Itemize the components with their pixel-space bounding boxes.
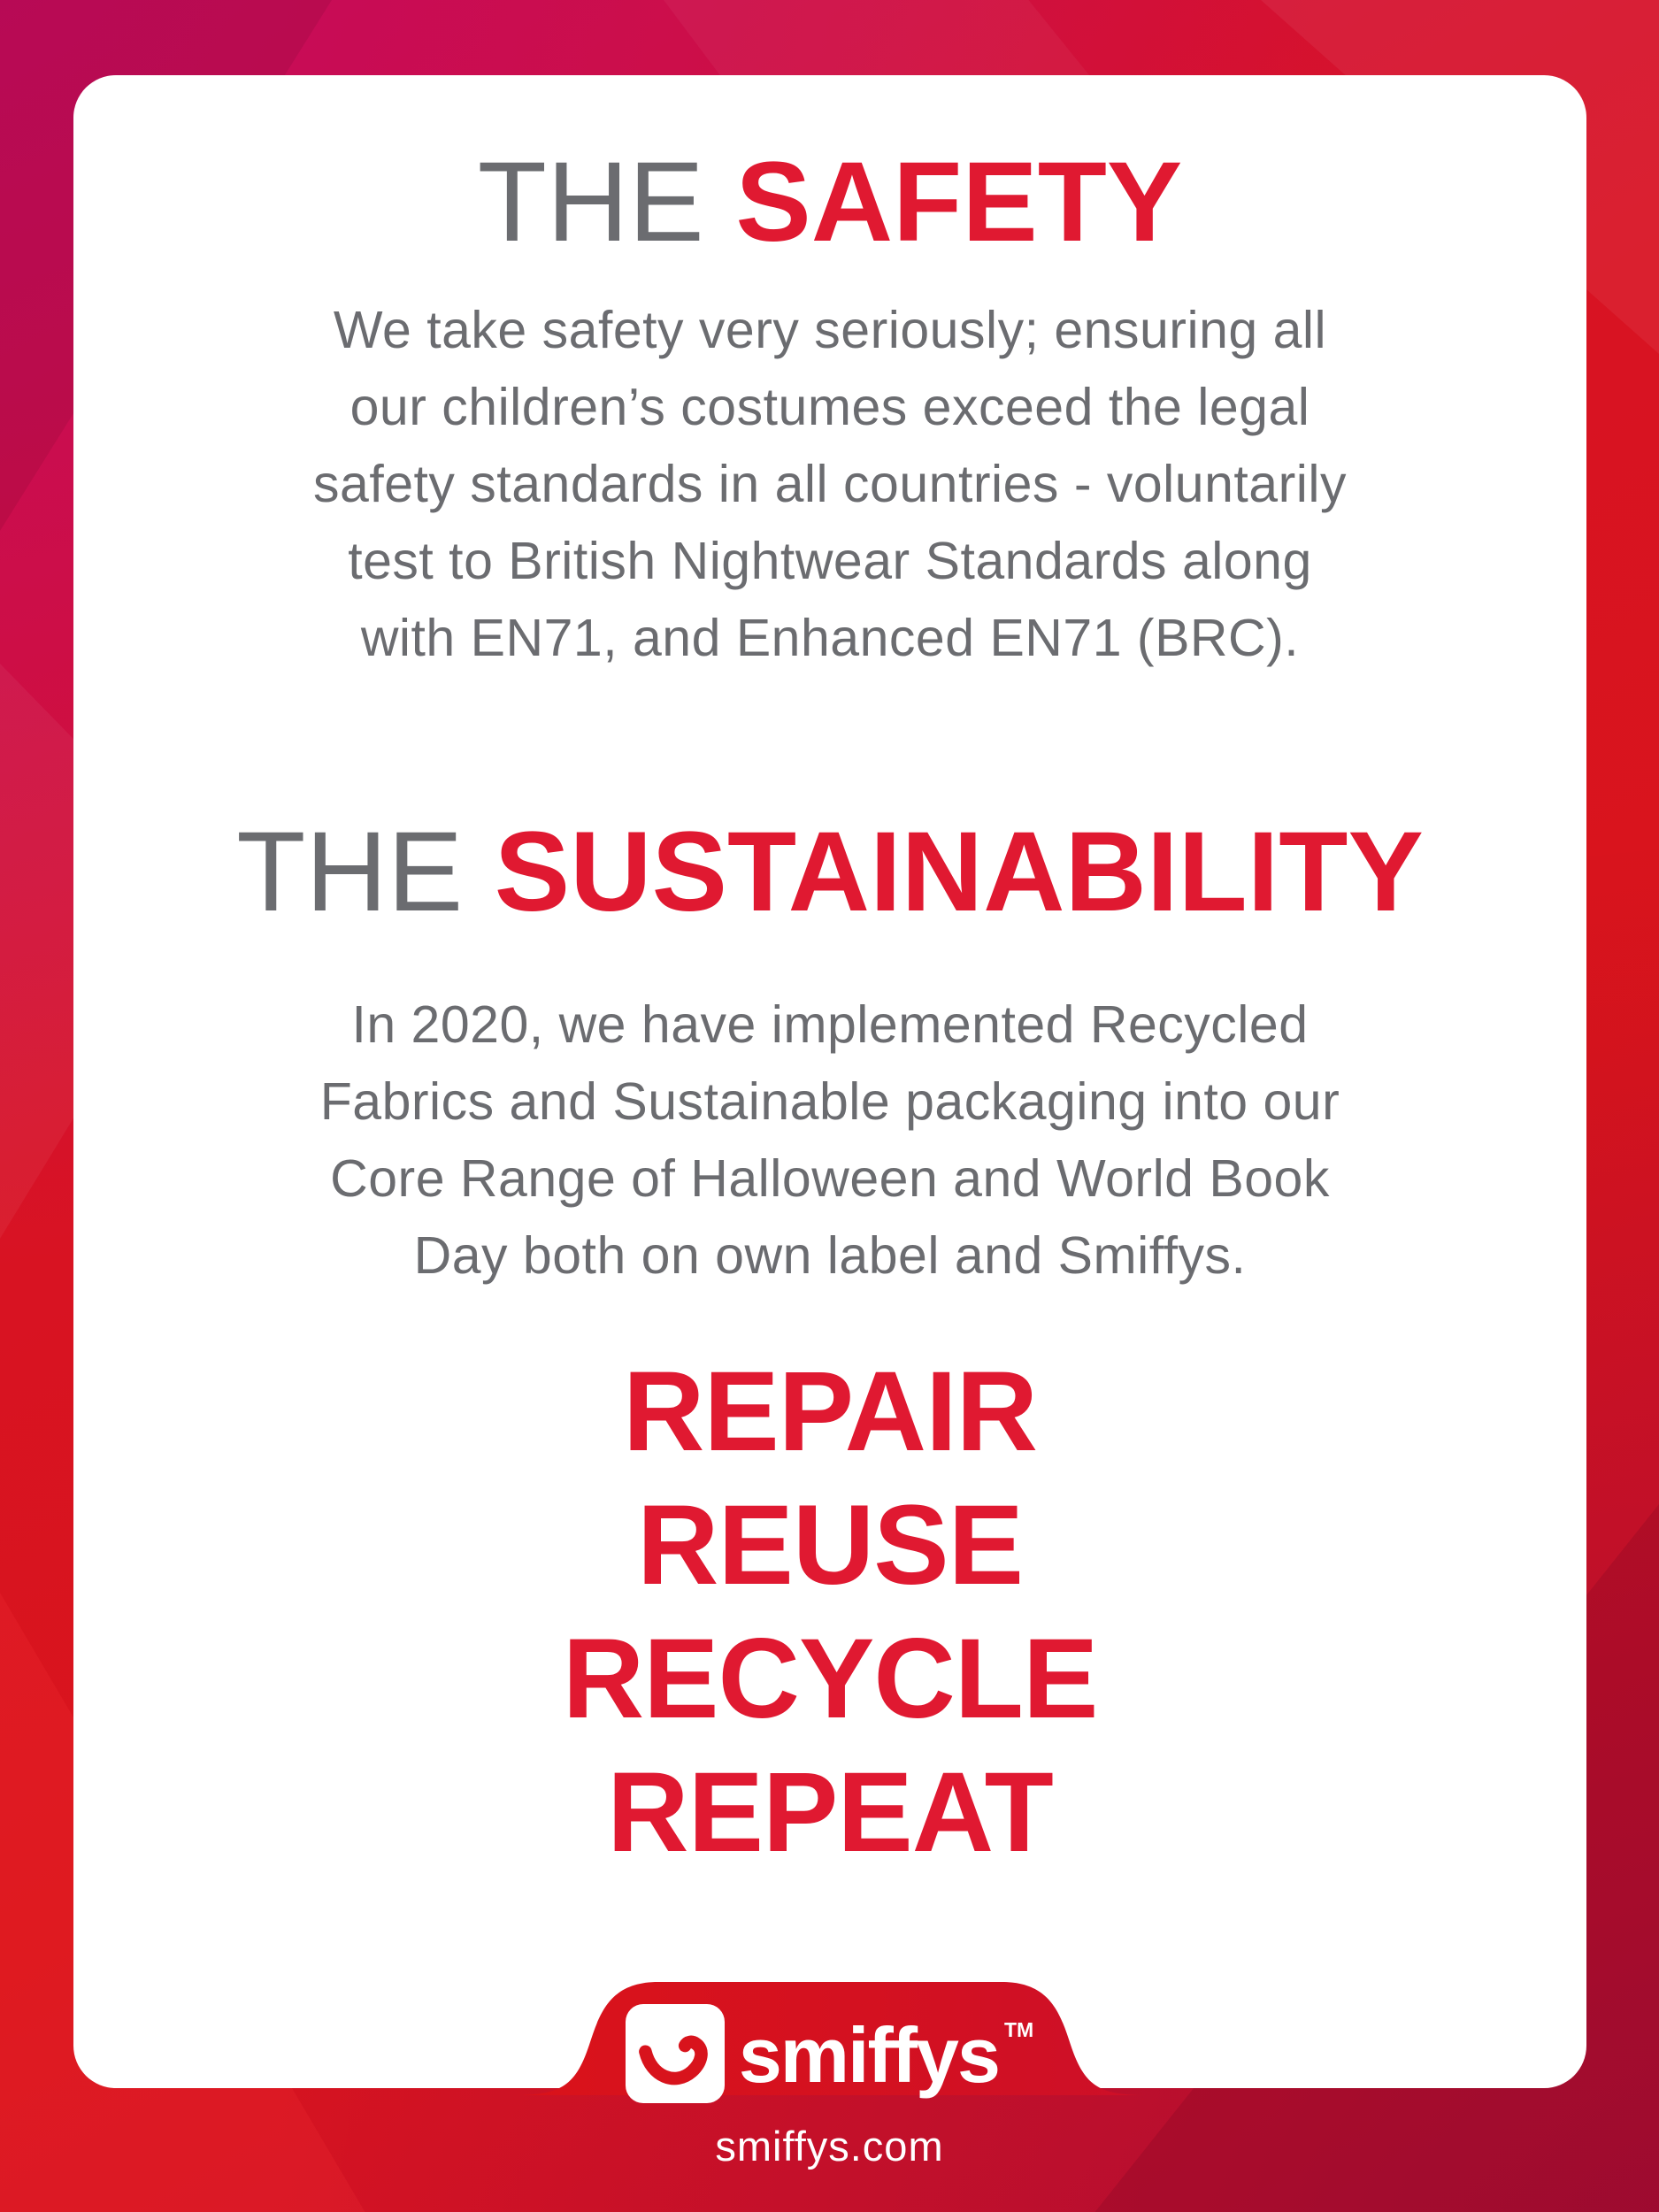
paragraph-line: safety standards in all countries - voluntarily — [313, 455, 1347, 513]
slogan-block — [73, 1345, 1586, 1879]
paragraph-line: with EN71, and Enhanced EN71 (BRC). — [360, 609, 1300, 667]
brand-wordmark: smiffys — [738, 2011, 999, 2099]
slogan-line-reuse: REUSE — [637, 1482, 1023, 1609]
safety-title-emphasis: SAFETY — [735, 139, 1183, 265]
paragraph-line: In 2020, we have implemented Recycled — [351, 995, 1309, 1054]
sustainability-title-prefix: THE — [236, 809, 495, 935]
paragraph-line: Core Range of Halloween and World Book — [330, 1149, 1330, 1208]
paragraph-line: test to British Nightwear Standards along — [348, 532, 1312, 590]
sustainability-paragraph — [73, 987, 1586, 1294]
slogan-line-recycle: RECYCLE — [562, 1616, 1098, 1742]
trademark-symbol: TM — [1003, 2018, 1034, 2041]
slogan-line-repair: REPAIR — [622, 1348, 1038, 1475]
safety-paragraph — [73, 292, 1586, 677]
safety-title — [73, 139, 1586, 265]
smiffys-logo — [0, 2004, 1659, 2103]
smile-icon — [626, 2004, 725, 2103]
website-url: smiffys.com — [715, 2123, 944, 2170]
sustainability-title — [73, 809, 1586, 935]
paragraph-line: Day both on own label and Smiffys. — [413, 1226, 1247, 1285]
paragraph-line: our children’s costumes exceed the legal — [349, 378, 1310, 436]
safety-title-prefix: THE — [477, 139, 736, 265]
paragraph-line: We take safety very seriously; ensuring all — [333, 301, 1327, 359]
paragraph-line: Fabrics and Sustainable packaging into our — [319, 1072, 1340, 1131]
slogan-line-repeat: REPEAT — [607, 1749, 1053, 1876]
sustainability-title-emphasis: SUSTAINABILITY — [494, 809, 1424, 935]
content-card — [73, 75, 1586, 2088]
